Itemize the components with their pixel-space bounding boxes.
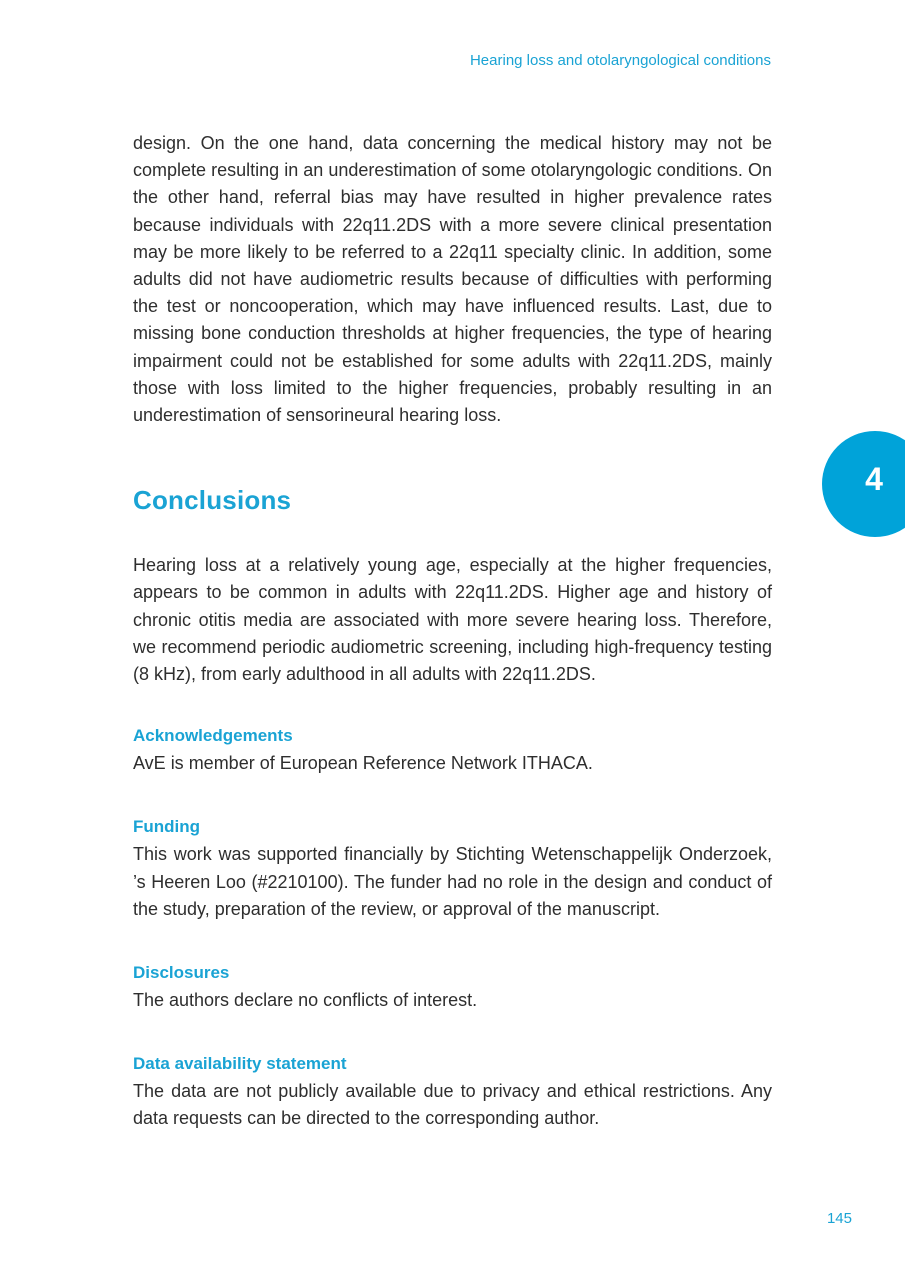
disclosures-section (133, 961, 772, 1014)
funding-heading: Funding (133, 817, 201, 837)
running-header: Hearing loss and otolaryngological conditions (469, 52, 771, 69)
conclusions-paragraph: Hearing loss at a relatively young age, especially at the higher frequencies, appears to be common in adults with 22q11.2DS. Higher age and history of chronic otitis media are associated with more severe hearing loss. Therefore, we recommend periodic audiometric screening, including high-frequency testing (8 kHz), from early adulthood in all adults with 22q11.2DS. (133, 555, 772, 685)
funding-section (133, 815, 772, 923)
chapter-number: 4 (865, 461, 883, 497)
intro-paragraph: design. On the one hand, data concerning the medical history may not be complete resulting in an underestimation of some otolaryngologic conditions. On the other hand, referral bias may have resulted in higher prevalence rates because individuals with 22q11.2DS with a more severe clinical presentation may be more likely to be referred to a 22q11 specialty clinic. In addition, some adults did not have audiometric results because of difficulties with performing the test or noncooperation, which may have influenced results. Last, due to missing bone conduction thresholds at higher frequencies, the type of hearing impairment could not be established for some adults with 22q11.2DS, mainly those with loss limited to the higher frequencies, probably resulting in an underestimation of sensorineural hearing loss. (133, 133, 772, 426)
page-number: 145 (826, 1210, 852, 1227)
data-availability-heading: Data availability statement (133, 1054, 347, 1074)
disclosures-text: The authors declare no conflicts of interest. (133, 990, 478, 1011)
acknowledgements-text: AvE is member of European Reference Network ITHACA. (133, 753, 593, 774)
disclosures-heading: Disclosures (133, 963, 230, 983)
conclusions-title: Conclusions (133, 485, 292, 516)
data-availability-text: The data are not publicly available due to privacy and ethical restrictions. Any data requests can be directed to the corresponding author. (133, 1081, 772, 1129)
page-content (133, 130, 772, 1133)
chapter-tab (822, 431, 905, 537)
data-availability-section (133, 1052, 772, 1132)
acknowledgements-section (133, 724, 772, 777)
funding-text: This work was supported financially by Stichting Wetenschappelijk Onderzoek, ’s Heeren Loo (#2210100). The funder had no role in the design and conduct of the study, preparation of the review, or approval of the manuscript. (133, 844, 772, 919)
acknowledgements-heading: Acknowledgements (133, 726, 293, 746)
